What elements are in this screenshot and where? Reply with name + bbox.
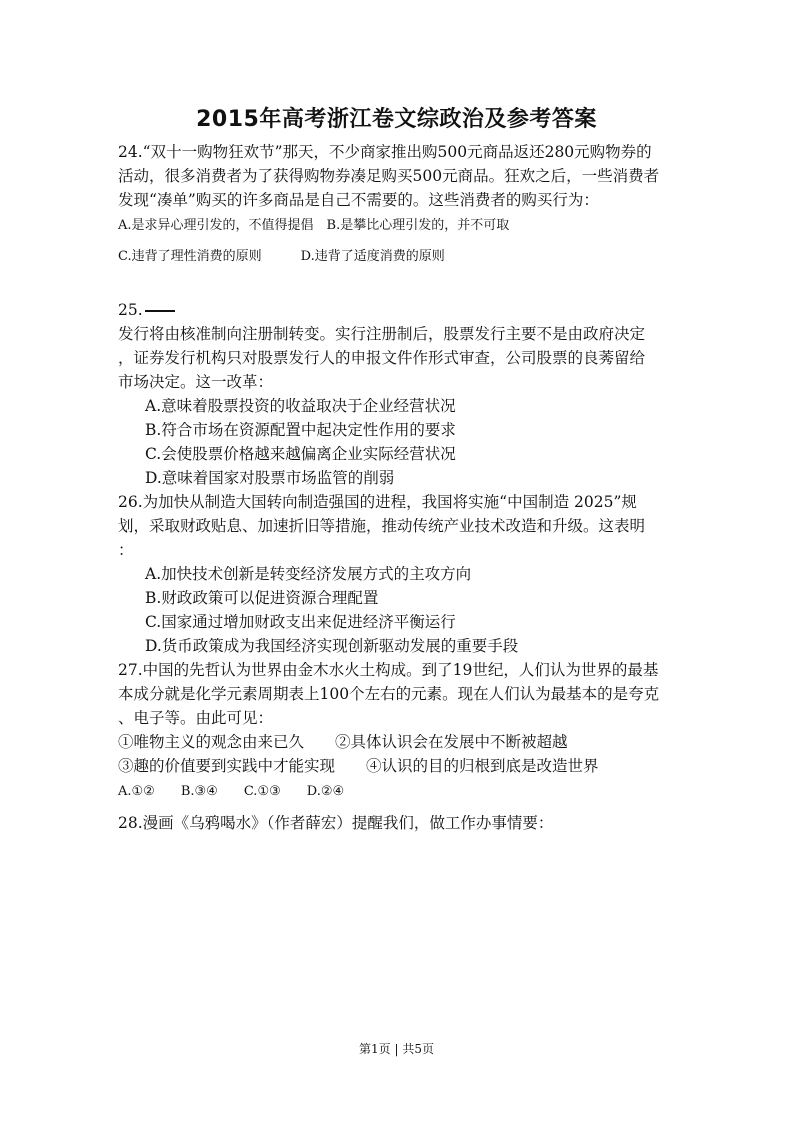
q25-option-a: A.意味着股票投资的收益取决于企业经营状况: [145, 397, 456, 415]
q27-line-1: 27.中国的先哲认为世界由金木水火土构成。到了19世纪，人们认为世界的最基: [118, 661, 659, 679]
q28-line-1: 28.漫画《乌鸦喝水》（作者薛宏）提醒我们，做工作办事情要：: [118, 814, 554, 832]
q25-number: [118, 300, 175, 320]
q27-statements-row-2: ③趣的价值要到实践中才能实现 ④认识的目的归根到底是改造世界: [118, 757, 599, 775]
q26-line-1: 26.为加快从制造大国转向制造强国的进程，我国将实施“中国制造 2025”规: [118, 493, 637, 511]
document-title: 2015年高考浙江卷文综政治及参考答案: [196, 107, 597, 132]
q26-option-d: D.货币政策成为我国经济实现创新驱动发展的重要手段: [145, 637, 519, 655]
q27-choices: A.①② B.③④ C.①③ D.②④: [118, 784, 345, 799]
q25-line-1: 发行将由核准制向注册制转变。实行注册制后，股票发行主要不是由政府决定: [118, 325, 646, 343]
q26-line-2: 划，采取财政贴息、加速折旧等措施，推动传统产业技术改造和升级。这表明: [118, 517, 646, 535]
q26-option-a: A.加快技术创新是转变经济发展方式的主攻方向: [145, 565, 472, 583]
q26-option-b: B.财政政策可以促进资源合理配置: [145, 589, 379, 607]
q25-option-d: D.意味着国家对股票市场监管的削弱: [145, 469, 395, 487]
page-footer: 第1页 | 共5页: [359, 1042, 434, 1056]
q25-line-3: 市场决定。这一改革：: [118, 373, 274, 391]
q25-option-c: C.会使股票价格越来越偏离企业实际经营状况: [145, 445, 456, 463]
q24-line-1: 24.“双十一购物狂欢节”那天，不少商家推出购500元商品返还280元购物券的: [118, 143, 652, 161]
q24-options-row-1: A.是求异心理引发的，不值得提倡 B.是攀比心理引发的，并不可取: [118, 218, 510, 233]
q24-line-2: 活动，很多消费者为了获得购物券凑足购买500元商品。狂欢之后，一些消费者: [118, 167, 660, 185]
q27-line-3: 、电子等。由此可见：: [118, 709, 274, 727]
q24-line-3: 发现“凑单”购买的许多商品是自己不需要的。这些消费者的购买行为：: [118, 191, 599, 209]
q27-line-2: 本成分就是化学元素周期表上100个左右的元素。现在人们认为最基本的是夸克: [118, 685, 660, 703]
q25-line-2: ，证券发行机构只对股票发行人的申报文件作形式审查，公司股票的良莠留给: [118, 349, 646, 367]
q25-blank-dash: [145, 310, 175, 312]
q24-options-row-2: C.违背了理性消费的原则 D.违背了适度消费的原则: [118, 249, 445, 264]
q26-option-c: C.国家通过增加财政支出来促进经济平衡运行: [145, 613, 456, 631]
q27-statements-row-1: ①唯物主义的观念由来已久 ②具体认识会在发展中不断被超越: [118, 733, 568, 751]
q26-line-3: ：: [118, 541, 134, 559]
q25-number-text: 25.: [118, 301, 143, 319]
q25-option-b: B.符合市场在资源配置中起决定性作用的要求: [145, 421, 456, 439]
